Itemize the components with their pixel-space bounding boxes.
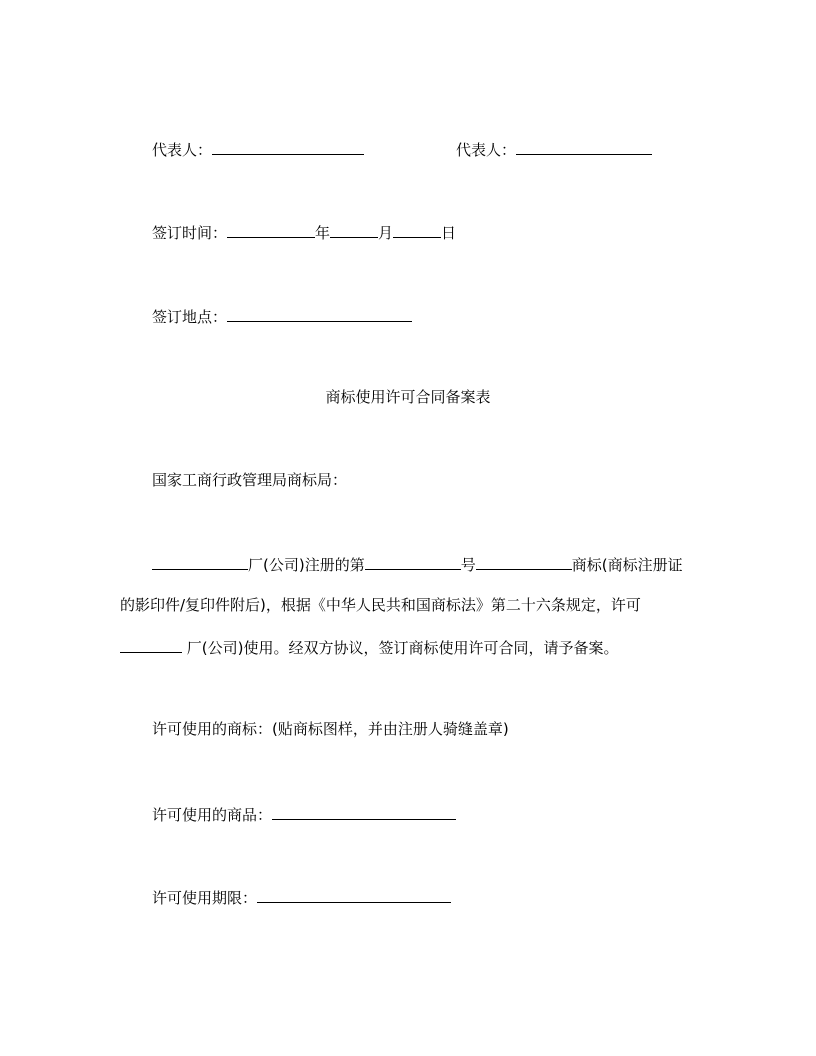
- representative-right-label: 代表人：: [456, 141, 517, 159]
- licensed-goods-blank[interactable]: [272, 803, 456, 820]
- day-label: 日: [441, 224, 457, 242]
- representative-left-row: [152, 138, 364, 160]
- addressee: 国家工商行政管理局商标局：: [152, 471, 348, 489]
- representative-right-row: [456, 138, 652, 160]
- paragraph-line-1: [152, 553, 683, 575]
- paragraph-line-2: 的影印件/复印件附后)，根据《中华人民共和国商标法》第二十六条规定，许可: [120, 596, 641, 614]
- registration-number-blank[interactable]: [365, 553, 461, 570]
- day-blank[interactable]: [393, 221, 441, 238]
- signing-place-blank[interactable]: [227, 305, 412, 322]
- factory-company-text: 厂(公司)注册的第: [248, 556, 365, 574]
- signing-date-label: 签订时间：: [152, 224, 228, 242]
- licensor-blank[interactable]: [152, 553, 248, 570]
- licensed-mark: 许可使用的商标：(贴商标图样，并由注册人骑缝盖章): [152, 720, 509, 738]
- trademark-name-blank[interactable]: [476, 553, 572, 570]
- representative-right-blank[interactable]: [516, 138, 652, 155]
- month-label: 月: [378, 224, 394, 242]
- paragraph-line-3: [120, 636, 618, 658]
- signing-place-label: 签订地点：: [152, 308, 228, 326]
- licensed-term-label: 许可使用期限：: [152, 889, 258, 907]
- licensee-blank[interactable]: [120, 636, 182, 653]
- form-title: 商标使用许可合同备案表: [325, 388, 491, 406]
- number-suffix: 号: [460, 556, 476, 574]
- licensed-term-row: [152, 886, 451, 908]
- year-label: 年: [315, 224, 331, 242]
- signing-place-row: [152, 305, 412, 327]
- signing-date-row: [152, 221, 456, 243]
- paragraph-line-3-text: 厂(公司)使用。经双方协议，签订商标使用许可合同，请予备案。: [182, 639, 619, 657]
- representative-left-blank[interactable]: [212, 138, 364, 155]
- licensed-term-blank[interactable]: [257, 886, 451, 903]
- trademark-note: 商标(商标注册证: [571, 556, 683, 574]
- year-blank[interactable]: [227, 221, 315, 238]
- licensed-goods-label: 许可使用的商品：: [152, 806, 273, 824]
- representative-left-label: 代表人：: [152, 141, 213, 159]
- licensed-goods-row: [152, 803, 456, 825]
- month-blank[interactable]: [330, 221, 378, 238]
